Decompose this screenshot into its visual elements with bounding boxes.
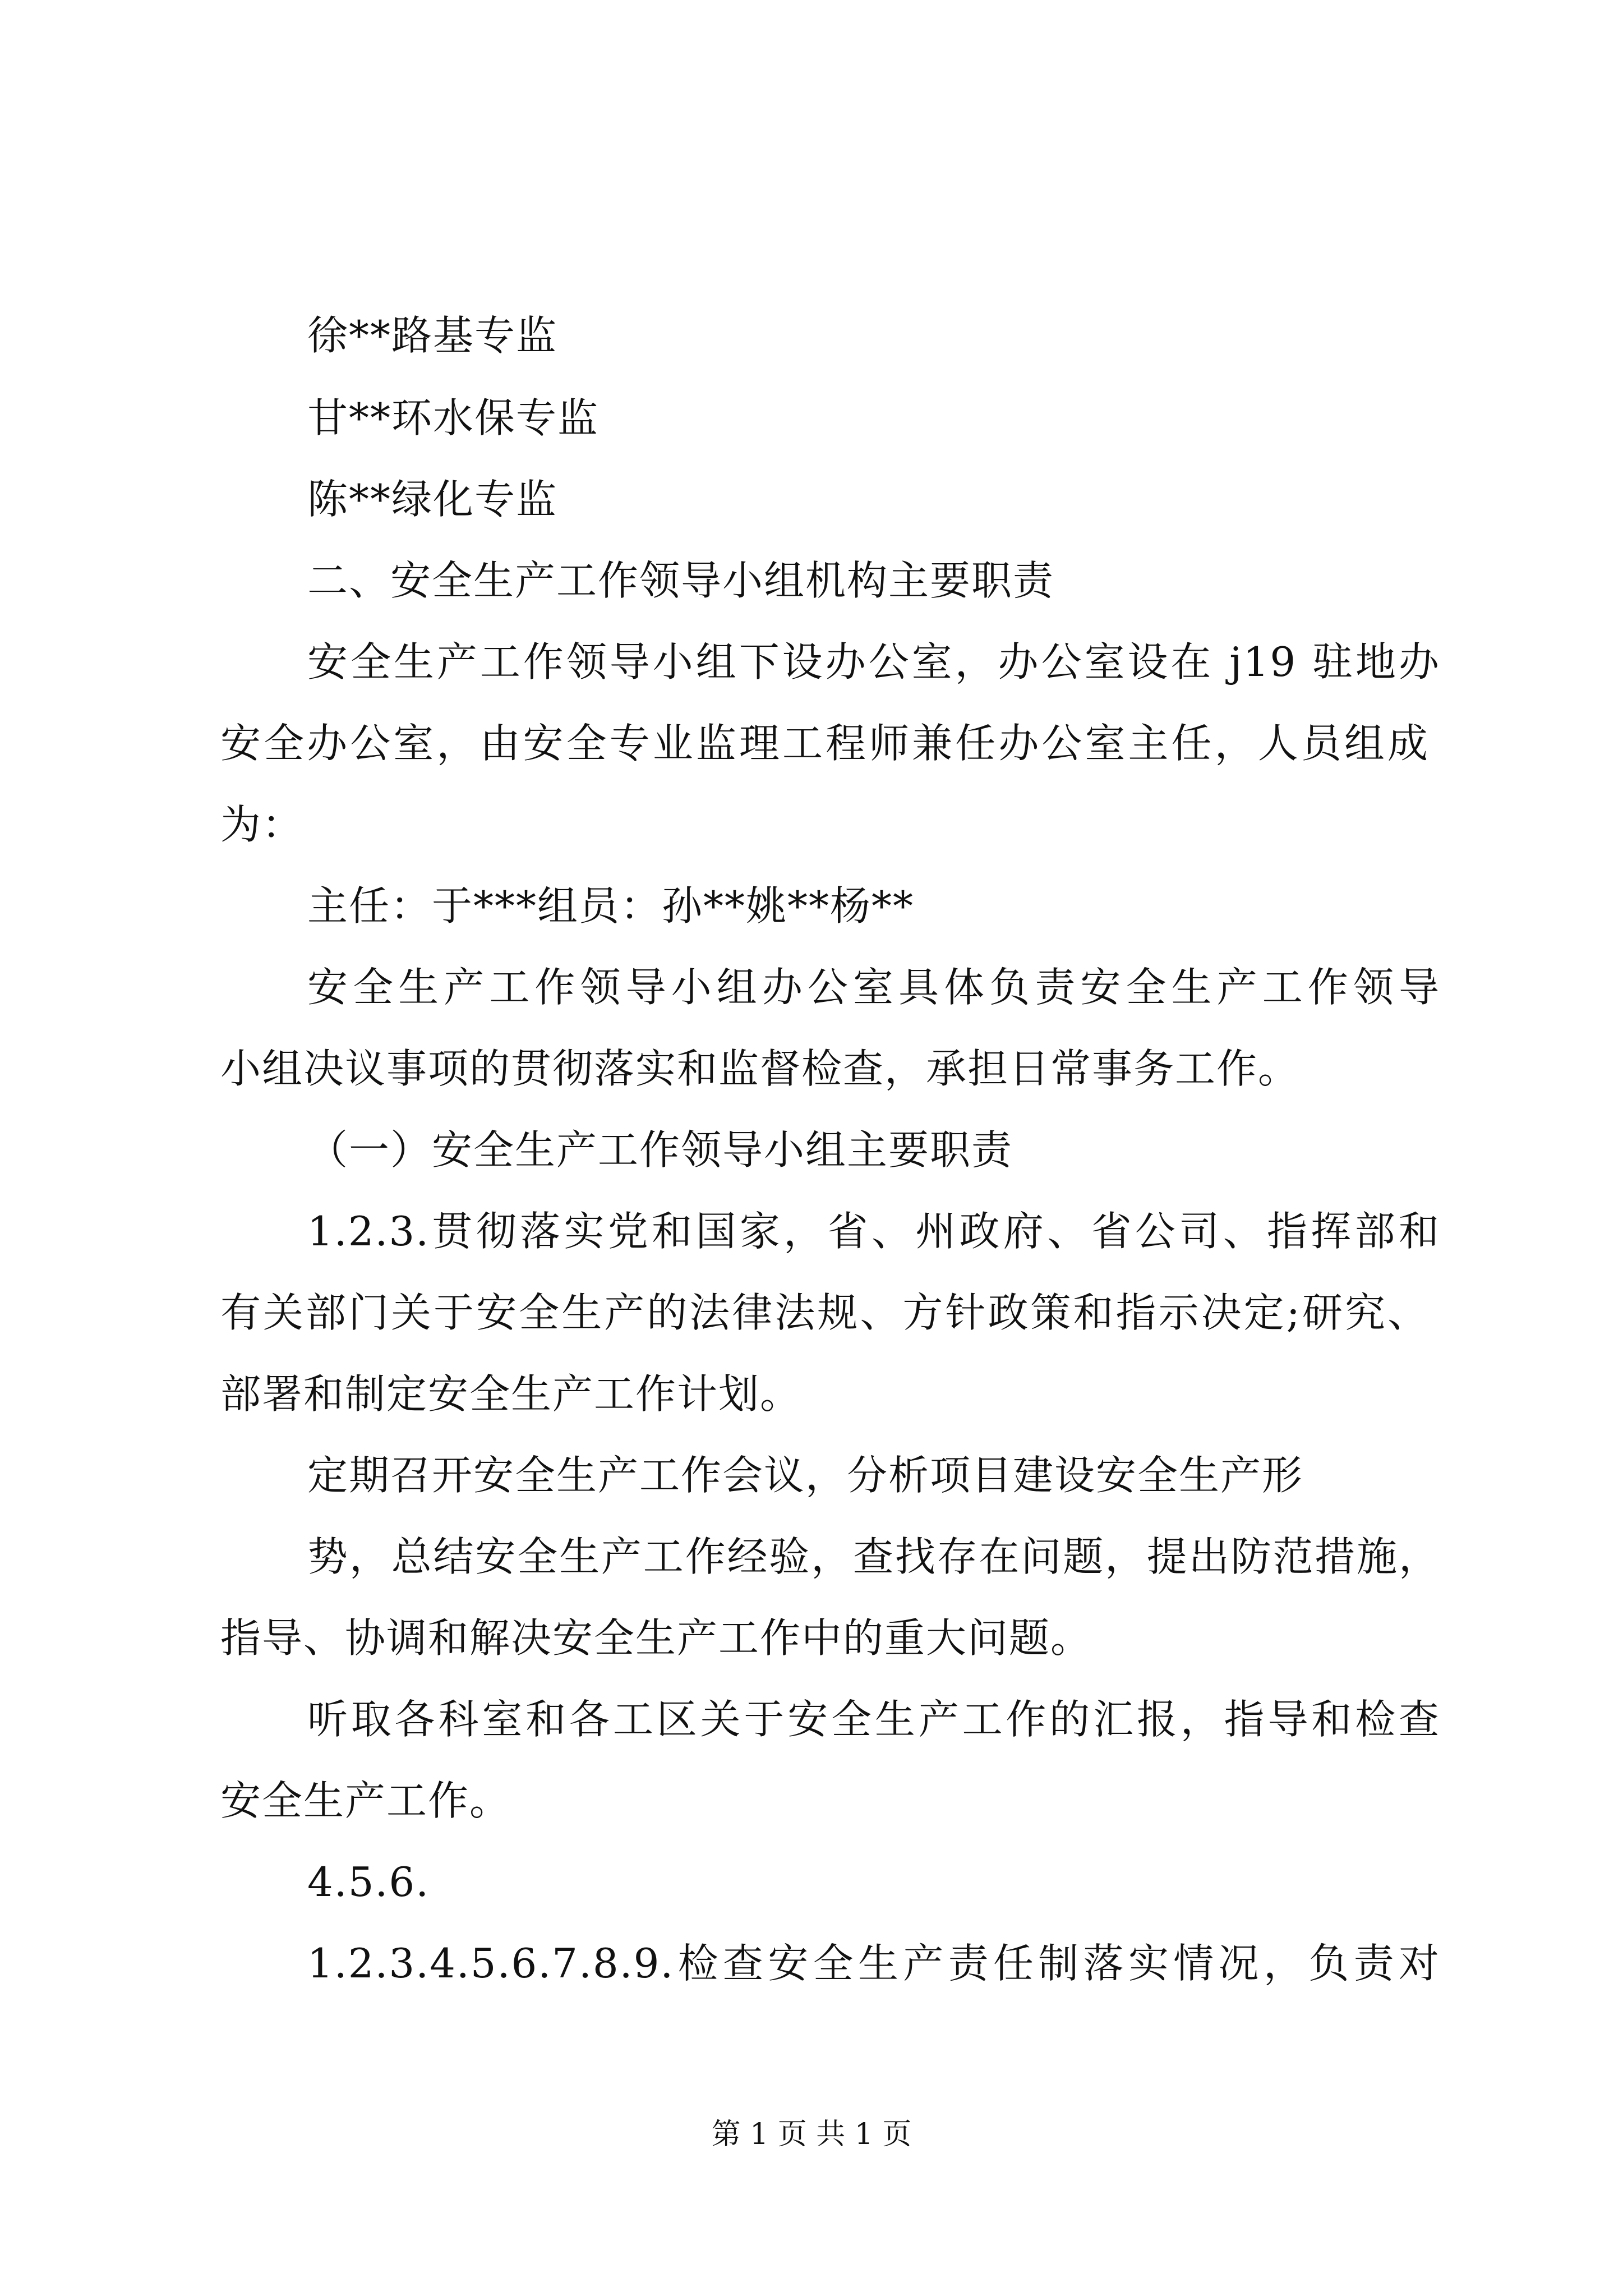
text-line-17: 指导、协调和解决安全生产工作中的重大问题。 <box>220 1614 1092 1662</box>
text-line-16: 势，总结安全生产工作经验，查找存在问题，提出防范措施， <box>307 1533 1440 1580</box>
text-line-14: 部署和制定安全生产工作计划。 <box>220 1370 802 1418</box>
text-line-8: 主任：于***组员：孙**姚**杨** <box>307 882 915 930</box>
text-line-21: 1.2.3.4.5.6.7.8.9.检查安全生产责任制落实情况，负责对 <box>307 1940 1440 1987</box>
text-line-6: 安全办公室，由安全专业监理工程师兼任办公室主任，人员组成 <box>220 720 1429 767</box>
text-line-7: 为： <box>220 801 304 848</box>
text-line-13: 有关部门关于安全生产的法律法规、方针政策和指示决定;研究、 <box>220 1289 1429 1336</box>
text-line-3: 陈**绿化专监 <box>307 476 558 523</box>
text-line-19: 安全生产工作。 <box>220 1777 511 1824</box>
text-line-12: 1.2.3.贯彻落实党和国家，省、州政府、省公司、指挥部和 <box>307 1208 1440 1255</box>
text-line-2: 甘**环水保专监 <box>307 394 600 441</box>
text-line-1: 徐**路基专监 <box>307 312 558 359</box>
text-line-5: 安全生产工作领导小组下设办公室，办公室设在 j19 驻地办 <box>307 638 1440 685</box>
text-line-20: 4.5.6. <box>307 1858 430 1906</box>
text-line-15: 定期召开安全生产工作会议，分析项目建设安全生产形 <box>307 1452 1304 1499</box>
section-heading-2: 二、安全生产工作领导小组机构主要职责 <box>307 557 1055 604</box>
page-footer: 第 1 页 共 1 页 <box>711 2118 912 2151</box>
text-line-10: 小组决议事项的贯彻落实和监督检查，承担日常事务工作。 <box>220 1045 1300 1092</box>
subsection-heading-1: （一）安全生产工作领导小组主要职责 <box>307 1126 1013 1174</box>
text-line-18: 听取各科室和各工区关于安全生产工作的汇报，指导和检查 <box>307 1696 1440 1743</box>
text-line-9: 安全生产工作领导小组办公室具体负责安全生产工作领导 <box>307 964 1440 1011</box>
